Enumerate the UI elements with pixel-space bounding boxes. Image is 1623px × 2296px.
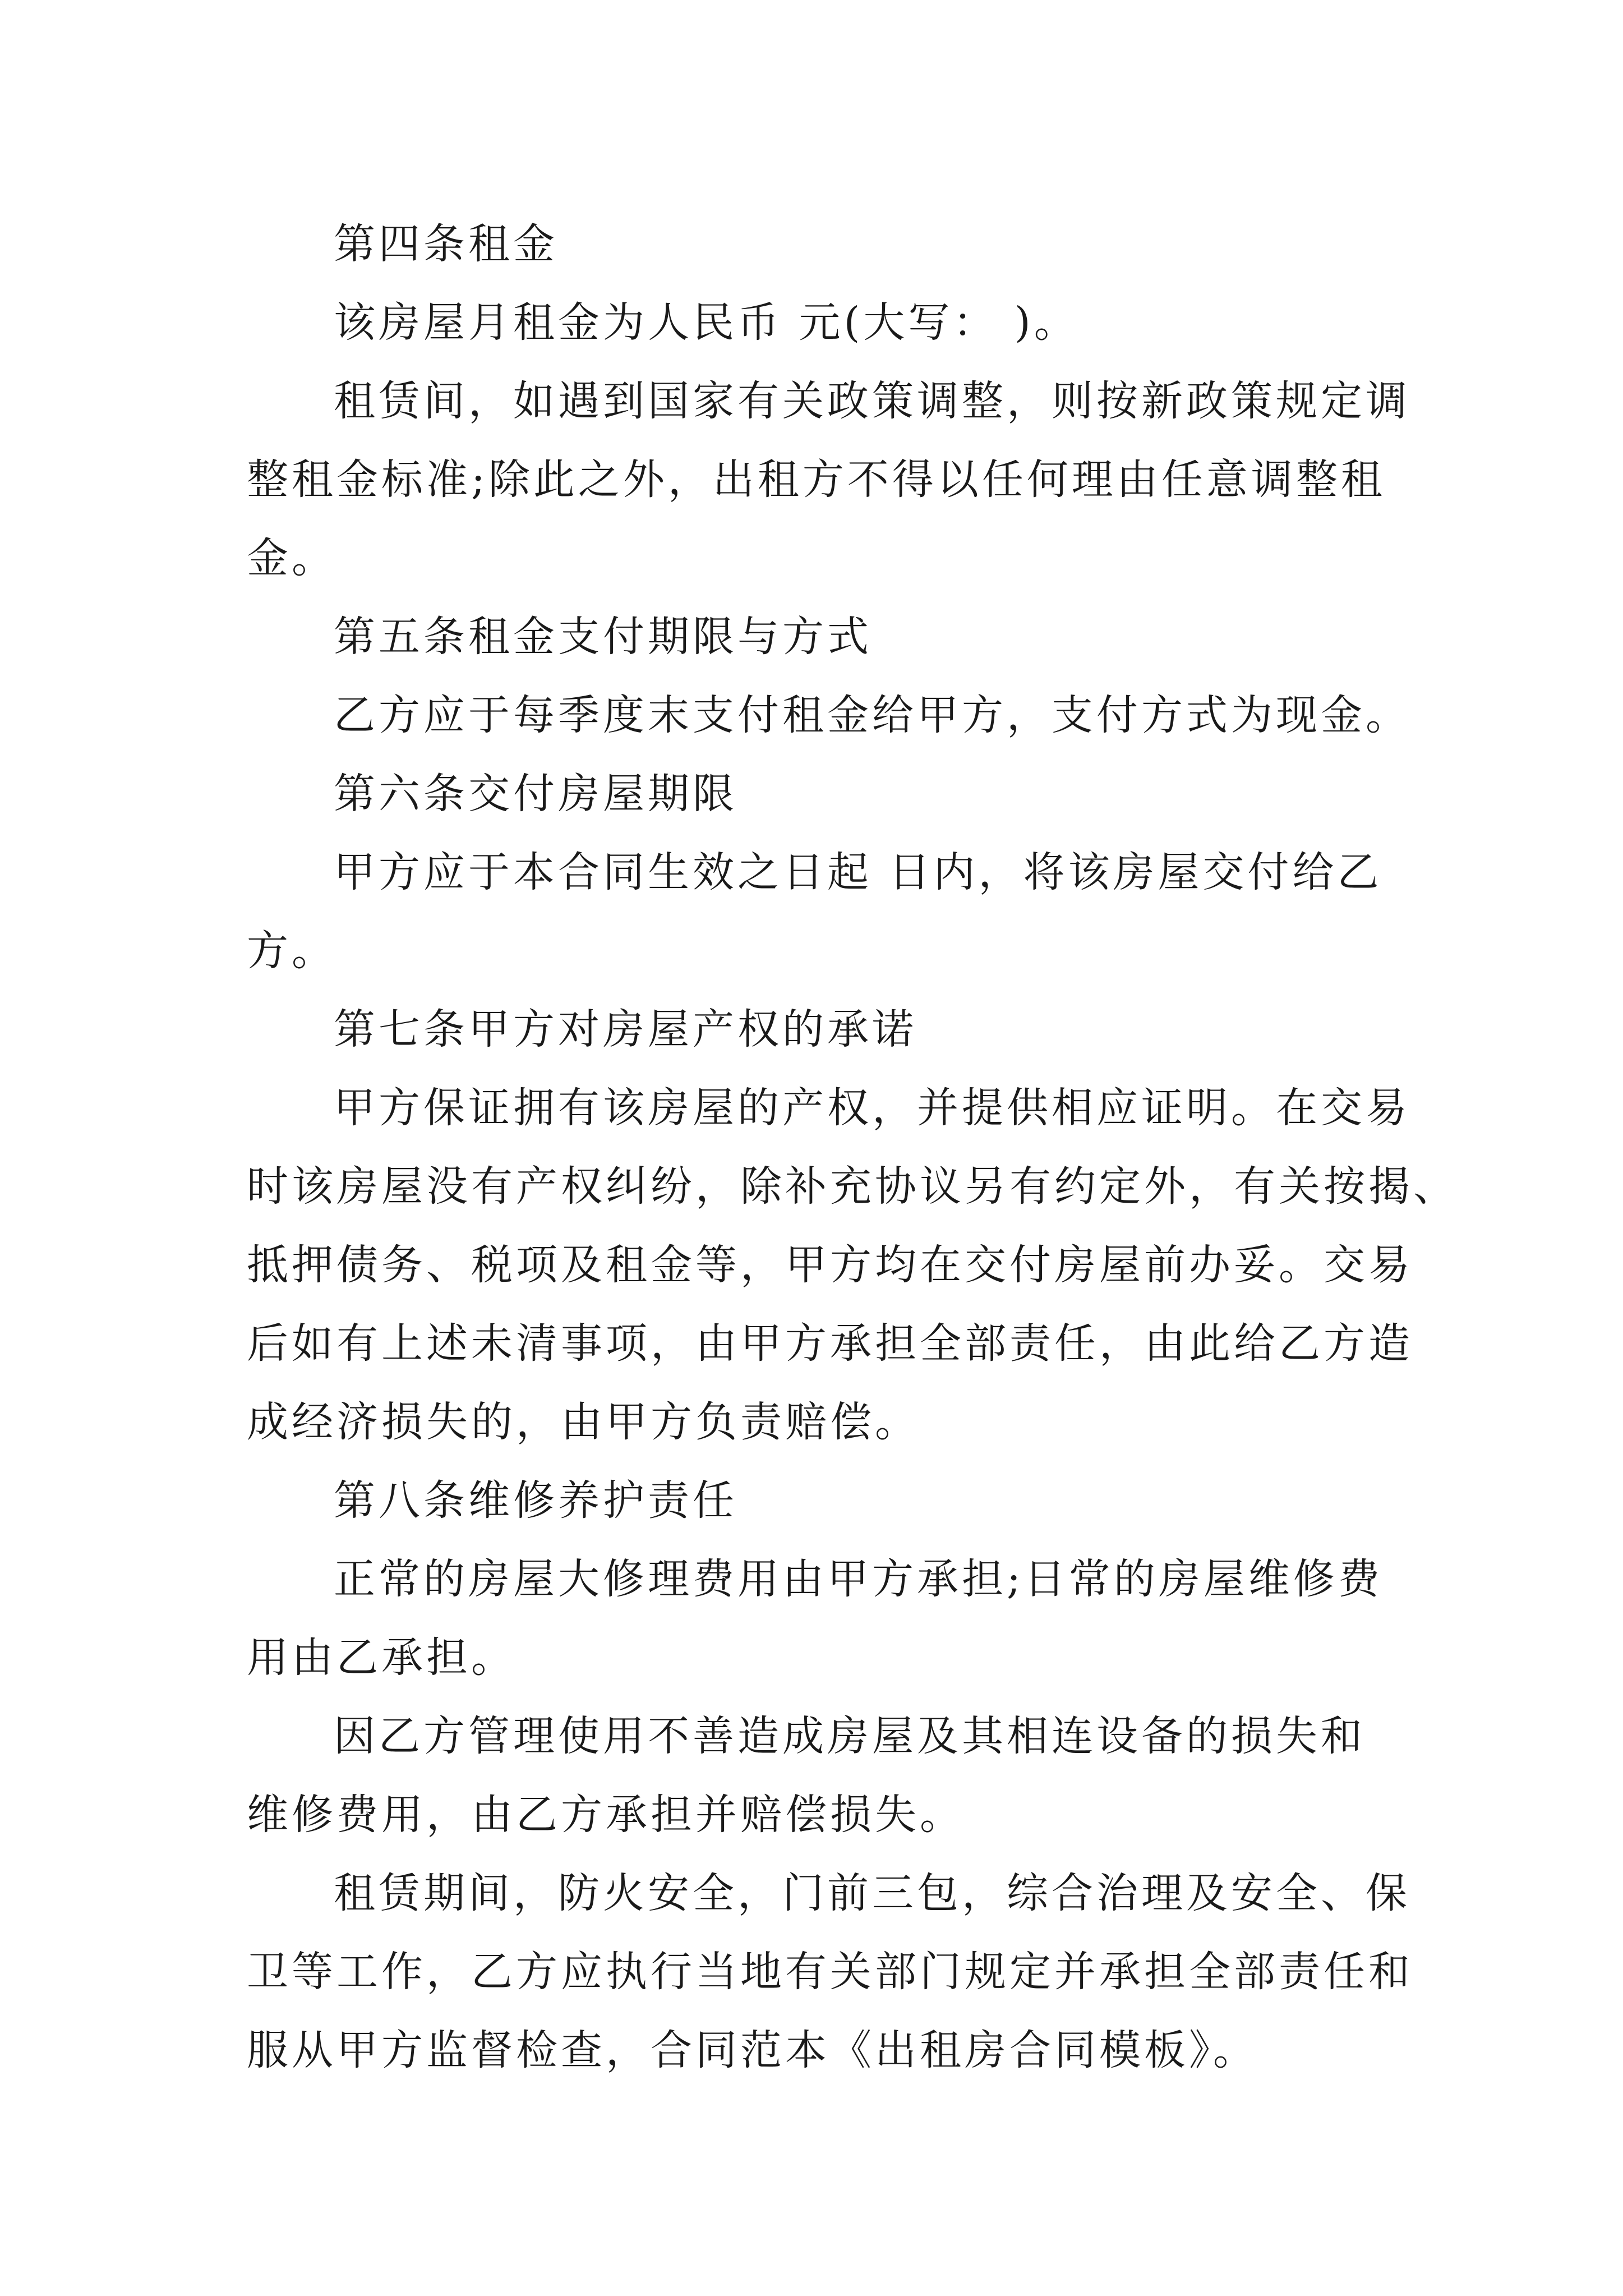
paragraph-line: 维修费用，由乙方承担并赔偿损失。 — [247, 1791, 965, 1839]
paragraph-line: 方。 — [247, 927, 336, 975]
article-4-heading: 第四条租金 — [334, 220, 558, 268]
paragraph-line: 租赁间，如遇到国家有关政策调整，则按新政策规定调 — [334, 377, 1410, 425]
article-5-heading: 第五条租金支付期限与方式 — [334, 613, 872, 661]
paragraph-line: 时该房屋没有产权纠纷，除补充协议另有约定外，有关按揭、 — [247, 1162, 1458, 1211]
paragraph-line: 金。 — [247, 534, 336, 582]
article-8-heading: 第八条维修养护责任 — [334, 1476, 737, 1525]
paragraph-line: 后如有上述未清事项，由甲方承担全部责任，由此给乙方造 — [247, 1319, 1413, 1368]
paragraph-line: 因乙方管理使用不善造成房屋及其相连设备的损失和 — [334, 1712, 1366, 1760]
paragraph-line: 服从甲方监督检查，合同范本《出租房合同模板》。 — [247, 2026, 1258, 2074]
paragraph-line: 卫等工作，乙方应执行当地有关部门规定并承担全部责任和 — [247, 1948, 1413, 1996]
article-7-heading: 第七条甲方对房屋产权的承诺 — [334, 1005, 917, 1053]
paragraph-line: 该房屋月租金为人民币 元(大写： )。 — [334, 298, 1079, 347]
paragraph-line: 用由乙承担。 — [247, 1634, 516, 1682]
paragraph-line: 抵押债务、税项及租金等，甲方均在交付房屋前办妥。交易 — [247, 1241, 1413, 1289]
paragraph-line: 租赁期间，防火安全，门前三包，综合治理及安全、保 — [334, 1869, 1410, 1917]
paragraph-line: 正常的房屋大修理费用由甲方承担;日常的房屋维修费 — [334, 1555, 1383, 1603]
document-body — [247, 205, 1458, 2090]
article-6-heading: 第六条交付房屋期限 — [334, 770, 737, 818]
paragraph-line: 甲方保证拥有该房屋的产权，并提供相应证明。在交易 — [334, 1084, 1410, 1132]
paragraph-line: 乙方应于每季度末支付租金给甲方，支付方式为现金。 — [334, 691, 1410, 739]
paragraph-line: 整租金标准;除此之外，出租方不得以任何理由任意调整租 — [247, 455, 1386, 504]
paragraph-line: 成经济损失的，由甲方负责赔偿。 — [247, 1398, 920, 1446]
paragraph-line: 甲方应于本合同生效之日起 日内，将该房屋交付给乙 — [334, 848, 1382, 896]
